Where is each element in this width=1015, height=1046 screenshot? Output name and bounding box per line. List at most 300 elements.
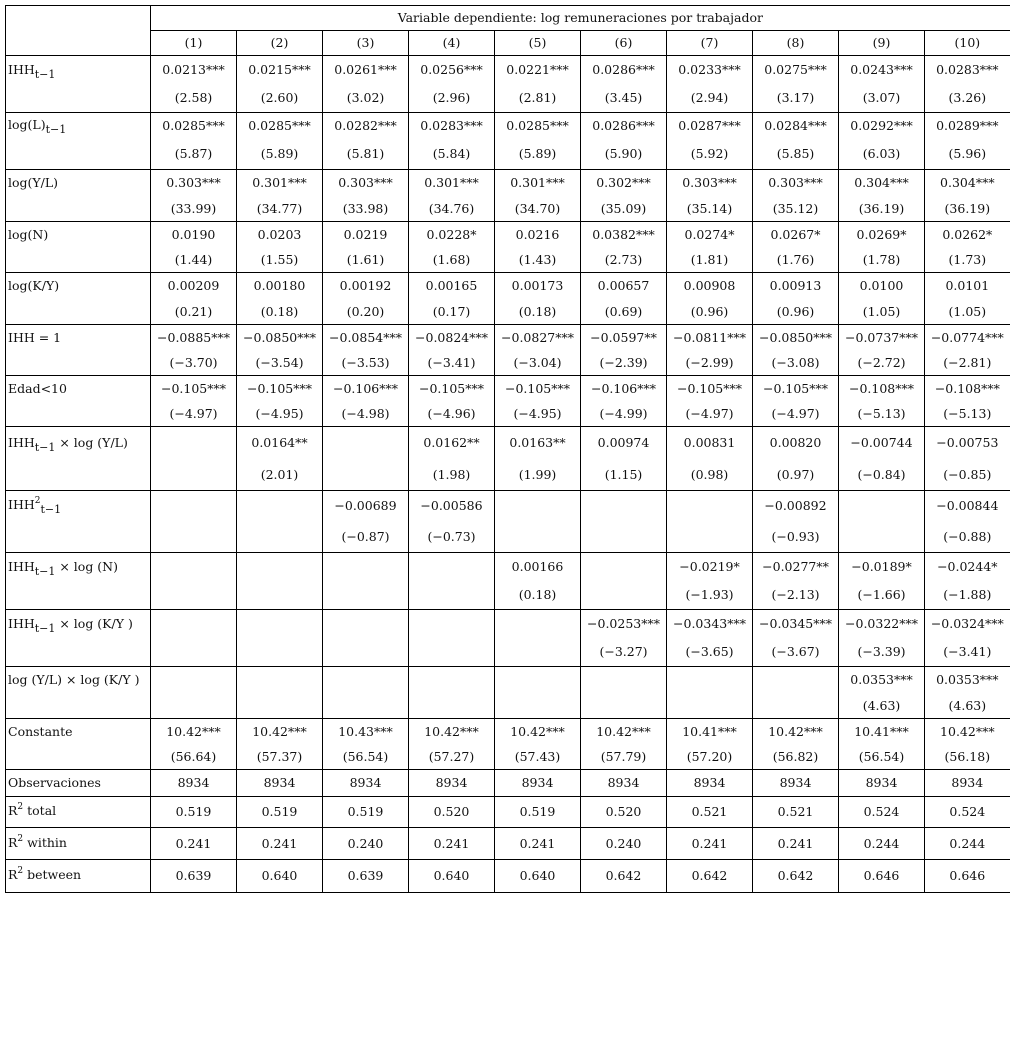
t-stat-cell: [151, 459, 237, 491]
t-stat-row: [6, 196, 1010, 222]
row-label: [6, 56, 151, 85]
coefficient-cell: 0.303***: [151, 170, 237, 197]
t-stat-cell: (5.89): [237, 138, 323, 170]
stat-cell: 8934: [409, 770, 495, 797]
column-number: (4): [409, 31, 495, 56]
column-number: (9): [839, 31, 925, 56]
coefficient-cell: [237, 491, 323, 522]
column-number: (5): [495, 31, 581, 56]
label-text: IHH: [8, 61, 35, 77]
coefficient-row: [6, 273, 1010, 300]
coefficient-cell: 0.301***: [237, 170, 323, 197]
t-stat-row: [6, 693, 1010, 719]
coefficient-cell: 10.42***: [753, 719, 839, 745]
t-stat-cell: [495, 693, 581, 719]
t-stat-cell: [839, 521, 925, 553]
coefficient-cell: 10.41***: [667, 719, 753, 745]
t-stat-cell: (0.20): [323, 299, 409, 325]
coefficient-cell: −0.0343***: [667, 610, 753, 639]
t-stat-cell: (0.69): [581, 299, 667, 325]
superscript: 2: [17, 833, 24, 844]
superscript: 2: [34, 496, 41, 506]
t-stat-cell: (0.98): [667, 459, 753, 491]
t-stat-cell: (1.76): [753, 247, 839, 273]
t-stat-cell: (5.85): [753, 138, 839, 170]
coefficient-row: [6, 553, 1010, 582]
coefficient-cell: 0.0274*: [667, 222, 753, 248]
coefficient-row: [6, 610, 1010, 639]
t-stat-cell: (5.84): [409, 138, 495, 170]
stat-cell: 0.519: [151, 797, 237, 828]
column-number: (7): [667, 31, 753, 56]
column-number: (6): [581, 31, 667, 56]
coefficient-cell: [495, 667, 581, 694]
label-text: log (Y/L) × log (K/Y ): [8, 672, 140, 687]
column-number: (8): [753, 31, 839, 56]
coefficient-cell: −0.0253***: [581, 610, 667, 639]
row-label-empty: [6, 138, 151, 170]
coefficient-cell: 0.0269*: [839, 222, 925, 248]
row-label: [6, 273, 151, 300]
coefficient-cell: 0.0292***: [839, 113, 925, 139]
coefficient-cell: [237, 667, 323, 694]
t-stat-cell: (0.96): [753, 299, 839, 325]
t-stat-cell: (−3.54): [237, 350, 323, 376]
row-label-empty: [6, 638, 151, 667]
stat-cell: 0.639: [151, 860, 237, 893]
dependent-variable-title: Variable dependiente: log remuneraciones por trabajador: [151, 6, 1010, 31]
t-stat-cell: (3.07): [839, 84, 925, 113]
coefficient-cell: 0.0262*: [925, 222, 1010, 248]
label-text: IHH: [8, 497, 35, 512]
row-label-empty: [6, 247, 151, 273]
coefficient-cell: 0.301***: [495, 170, 581, 197]
coefficient-cell: [237, 553, 323, 582]
stat-cell: 0.240: [581, 828, 667, 860]
row-label: [6, 170, 151, 197]
t-stat-cell: (5.89): [495, 138, 581, 170]
t-stat-cell: (1.61): [323, 247, 409, 273]
coefficient-cell: [581, 491, 667, 522]
t-stat-cell: (4.63): [839, 693, 925, 719]
coefficient-cell: 0.0203: [237, 222, 323, 248]
coefficient-cell: −0.00844: [925, 491, 1010, 522]
stat-cell: 8934: [753, 770, 839, 797]
coefficient-row: [6, 427, 1010, 460]
coefficient-cell: 0.0243***: [839, 56, 925, 85]
label-text: log(K/Y): [8, 278, 60, 293]
t-stat-cell: (3.45): [581, 84, 667, 113]
t-stat-cell: (1.68): [409, 247, 495, 273]
stat-cell: 0.519: [237, 797, 323, 828]
stat-cell: 0.640: [409, 860, 495, 893]
coefficient-cell: 0.00165: [409, 273, 495, 300]
coefficient-cell: [667, 667, 753, 694]
coefficient-cell: [151, 667, 237, 694]
coefficient-cell: −0.106***: [323, 376, 409, 402]
t-stat-row: [6, 744, 1010, 770]
column-number: (10): [925, 31, 1010, 56]
coefficient-cell: 0.0382***: [581, 222, 667, 248]
coefficient-cell: [409, 667, 495, 694]
coefficient-cell: [409, 553, 495, 582]
coefficient-cell: −0.0774***: [925, 325, 1010, 351]
t-stat-cell: (57.20): [667, 744, 753, 770]
stat-cell: 8934: [151, 770, 237, 797]
t-stat-cell: (34.77): [237, 196, 323, 222]
coefficient-row: [6, 667, 1010, 694]
stat-cell: 0.646: [839, 860, 925, 893]
coefficient-cell: 0.00831: [667, 427, 753, 460]
t-stat-row: [6, 581, 1010, 610]
t-stat-cell: (−0.87): [323, 521, 409, 553]
coefficient-cell: 0.0282***: [323, 113, 409, 139]
stat-cell: 0.640: [495, 860, 581, 893]
t-stat-cell: (−1.66): [839, 581, 925, 610]
coefficient-row: [6, 491, 1010, 522]
coefficient-row: [6, 719, 1010, 745]
row-label: [6, 427, 151, 460]
t-stat-cell: (1.81): [667, 247, 753, 273]
coefficient-cell: −0.105***: [237, 376, 323, 402]
label-text: between: [23, 867, 82, 882]
coefficient-cell: 0.0285***: [237, 113, 323, 139]
coefficient-cell: 0.00974: [581, 427, 667, 460]
t-stat-cell: (1.55): [237, 247, 323, 273]
coefficient-cell: 0.304***: [839, 170, 925, 197]
t-stat-row: [6, 350, 1010, 376]
coefficient-cell: −0.0244*: [925, 553, 1010, 582]
coefficient-cell: 0.00173: [495, 273, 581, 300]
coefficient-cell: 0.302***: [581, 170, 667, 197]
coefficient-cell: [753, 667, 839, 694]
t-stat-cell: (3.26): [925, 84, 1010, 113]
t-stat-cell: (−2.99): [667, 350, 753, 376]
coefficient-cell: 0.00180: [237, 273, 323, 300]
row-label: [6, 376, 151, 402]
row-label: [6, 860, 151, 893]
t-stat-cell: [237, 638, 323, 667]
label-text: log(N): [8, 226, 49, 242]
t-stat-cell: (−4.99): [581, 401, 667, 427]
t-stat-cell: (−3.41): [409, 350, 495, 376]
coefficient-cell: 0.303***: [323, 170, 409, 197]
coefficient-cell: 0.0283***: [925, 56, 1010, 85]
coefficient-cell: 0.0285***: [151, 113, 237, 139]
label-text: IHH = 1: [8, 329, 62, 345]
coefficient-cell: −0.00744: [839, 427, 925, 460]
t-stat-cell: (2.58): [151, 84, 237, 113]
subscript: t−1: [34, 67, 56, 81]
coefficient-cell: −0.0345***: [753, 610, 839, 639]
coefficient-cell: −0.0737***: [839, 325, 925, 351]
coefficient-cell: 0.0215***: [237, 56, 323, 85]
label-text: × log (Y/L): [55, 434, 128, 450]
coefficient-cell: [237, 610, 323, 639]
coefficient-cell: [151, 553, 237, 582]
coefficient-cell: −0.105***: [151, 376, 237, 402]
coefficient-cell: −0.00753: [925, 427, 1010, 460]
stat-cell: 0.241: [409, 828, 495, 860]
coefficient-cell: [323, 427, 409, 460]
coefficient-cell: 0.0190: [151, 222, 237, 248]
coefficient-cell: 0.00209: [151, 273, 237, 300]
t-stat-cell: (−0.73): [409, 521, 495, 553]
t-stat-cell: (−3.67): [753, 638, 839, 667]
t-stat-cell: (1.15): [581, 459, 667, 491]
t-stat-cell: [581, 693, 667, 719]
column-number: (1): [151, 31, 237, 56]
coefficient-cell: −0.0219*: [667, 553, 753, 582]
label-text: R: [8, 834, 18, 850]
column-number-row: [6, 31, 1010, 56]
t-stat-cell: (2.96): [409, 84, 495, 113]
t-stat-cell: (1.44): [151, 247, 237, 273]
t-stat-cell: (56.54): [323, 744, 409, 770]
subscript: t−1: [40, 503, 62, 516]
coefficient-cell: 0.303***: [753, 170, 839, 197]
column-number: (2): [237, 31, 323, 56]
row-label: [6, 491, 151, 522]
coefficient-cell: 10.42***: [237, 719, 323, 745]
coefficient-cell: 0.0256***: [409, 56, 495, 85]
stat-cell: 0.642: [667, 860, 753, 893]
label-text: log(Y/L): [8, 175, 59, 190]
row-label-empty: [6, 401, 151, 427]
coefficient-cell: 0.0287***: [667, 113, 753, 139]
stat-cell: 8934: [495, 770, 581, 797]
t-stat-cell: (56.18): [925, 744, 1010, 770]
t-stat-cell: (−3.39): [839, 638, 925, 667]
stat-cell: 0.241: [495, 828, 581, 860]
coefficient-cell: 0.0228*: [409, 222, 495, 248]
coefficient-cell: 0.0162**: [409, 427, 495, 460]
coefficient-cell: −0.0850***: [237, 325, 323, 351]
coefficient-cell: 0.0353***: [925, 667, 1010, 694]
row-label-empty: [6, 350, 151, 376]
coefficient-cell: [581, 667, 667, 694]
label-text: × log (K/Y ): [55, 615, 133, 631]
coefficient-cell: 10.41***: [839, 719, 925, 745]
coefficient-cell: 0.00820: [753, 427, 839, 460]
coefficient-cell: 10.42***: [925, 719, 1010, 745]
label-text: within: [23, 834, 67, 850]
coefficient-cell: [151, 610, 237, 639]
t-stat-cell: (−5.13): [839, 401, 925, 427]
t-stat-cell: (35.09): [581, 196, 667, 222]
t-stat-cell: (3.02): [323, 84, 409, 113]
coefficient-cell: −0.00892: [753, 491, 839, 522]
t-stat-cell: [323, 581, 409, 610]
t-stat-cell: (0.96): [667, 299, 753, 325]
t-stat-cell: (34.76): [409, 196, 495, 222]
label-text: total: [23, 803, 57, 818]
coefficient-cell: −0.108***: [925, 376, 1010, 402]
t-stat-row: [6, 299, 1010, 325]
coefficient-cell: 0.00192: [323, 273, 409, 300]
stat-cell: 0.241: [667, 828, 753, 860]
coefficient-row: [6, 113, 1010, 139]
t-stat-cell: (5.87): [151, 138, 237, 170]
stat-cell: 0.524: [925, 797, 1010, 828]
t-stat-cell: [667, 693, 753, 719]
header-title-row: [6, 6, 1010, 31]
coefficient-cell: 0.00657: [581, 273, 667, 300]
t-stat-cell: (−4.97): [753, 401, 839, 427]
coefficient-cell: 0.301***: [409, 170, 495, 197]
coefficient-cell: [495, 610, 581, 639]
coefficient-cell: −0.105***: [495, 376, 581, 402]
stat-cell: 0.521: [667, 797, 753, 828]
t-stat-cell: (57.43): [495, 744, 581, 770]
label-text: Constante: [8, 723, 73, 739]
t-stat-cell: (−3.04): [495, 350, 581, 376]
t-stat-cell: (1.43): [495, 247, 581, 273]
t-stat-cell: [151, 638, 237, 667]
t-stat-cell: (2.01): [237, 459, 323, 491]
coefficient-cell: 0.0261***: [323, 56, 409, 85]
stat-cell: 0.640: [237, 860, 323, 893]
stat-cell: 0.642: [581, 860, 667, 893]
t-stat-cell: (35.14): [667, 196, 753, 222]
t-stat-row: [6, 459, 1010, 491]
t-stat-cell: (−3.08): [753, 350, 839, 376]
t-stat-cell: (−0.85): [925, 459, 1010, 491]
t-stat-cell: (1.05): [839, 299, 925, 325]
t-stat-cell: (56.64): [151, 744, 237, 770]
coefficient-cell: −0.0885***: [151, 325, 237, 351]
t-stat-cell: (0.18): [495, 581, 581, 610]
coefficient-cell: 10.42***: [581, 719, 667, 745]
row-label: [6, 719, 151, 745]
stat-cell: 0.519: [323, 797, 409, 828]
coefficient-cell: 0.0289***: [925, 113, 1010, 139]
coefficient-row: [6, 325, 1010, 351]
t-stat-cell: (33.98): [323, 196, 409, 222]
t-stat-cell: [323, 638, 409, 667]
stat-cell: 0.646: [925, 860, 1010, 893]
t-stat-cell: [409, 638, 495, 667]
t-stat-cell: (−4.97): [151, 401, 237, 427]
t-stat-cell: (1.73): [925, 247, 1010, 273]
coefficient-cell: 0.0216: [495, 222, 581, 248]
row-label-empty: [6, 744, 151, 770]
row-label-empty: [6, 459, 151, 491]
row-label: [6, 797, 151, 828]
t-stat-cell: (−2.81): [925, 350, 1010, 376]
t-stat-cell: [237, 693, 323, 719]
coefficient-cell: −0.0811***: [667, 325, 753, 351]
label-text: Observaciones: [8, 775, 101, 790]
coefficient-cell: 0.304***: [925, 170, 1010, 197]
subscript: t−1: [34, 564, 56, 578]
t-stat-cell: (−3.53): [323, 350, 409, 376]
t-stat-cell: [409, 693, 495, 719]
coefficient-cell: 0.0275***: [753, 56, 839, 85]
t-stat-row: [6, 138, 1010, 170]
t-stat-cell: (0.18): [237, 299, 323, 325]
coefficient-cell: 0.0164**: [237, 427, 323, 460]
coefficient-cell: 0.0353***: [839, 667, 925, 694]
row-label-empty: [6, 196, 151, 222]
t-stat-cell: (56.54): [839, 744, 925, 770]
t-stat-cell: [151, 693, 237, 719]
stat-row-r2-between: [6, 860, 1010, 893]
row-label-empty: [6, 581, 151, 610]
coefficient-cell: −0.106***: [581, 376, 667, 402]
label-text: R: [8, 803, 18, 818]
coefficient-cell: [323, 610, 409, 639]
t-stat-row: [6, 521, 1010, 553]
stat-cell: 0.241: [151, 828, 237, 860]
coefficient-cell: 0.0285***: [495, 113, 581, 139]
t-stat-cell: (−1.88): [925, 581, 1010, 610]
t-stat-cell: (−3.27): [581, 638, 667, 667]
stat-cell: 0.524: [839, 797, 925, 828]
coefficient-cell: 0.0101: [925, 273, 1010, 300]
t-stat-cell: (−0.93): [753, 521, 839, 553]
label-text: R: [8, 867, 18, 882]
t-stat-cell: (36.19): [925, 196, 1010, 222]
row-label-empty: [6, 521, 151, 553]
stat-row-r2-total: [6, 797, 1010, 828]
stat-cell: 8934: [839, 770, 925, 797]
t-stat-cell: [753, 693, 839, 719]
t-stat-cell: [237, 521, 323, 553]
t-stat-cell: (−0.88): [925, 521, 1010, 553]
t-stat-cell: (1.78): [839, 247, 925, 273]
t-stat-cell: [323, 693, 409, 719]
t-stat-cell: [581, 581, 667, 610]
t-stat-row: [6, 84, 1010, 113]
coefficient-row: [6, 170, 1010, 197]
label-text: IHH: [8, 434, 35, 450]
column-number: (3): [323, 31, 409, 56]
coefficient-cell: 10.42***: [409, 719, 495, 745]
coefficient-cell: 0.00913: [753, 273, 839, 300]
t-stat-cell: [495, 638, 581, 667]
row-label: [6, 828, 151, 860]
coefficient-cell: [839, 491, 925, 522]
stat-cell: 0.519: [495, 797, 581, 828]
stat-cell: 0.240: [323, 828, 409, 860]
t-stat-cell: (5.96): [925, 138, 1010, 170]
subscript: t−1: [45, 123, 67, 136]
row-label: [6, 222, 151, 248]
coefficient-cell: −0.0827***: [495, 325, 581, 351]
subscript: t−1: [34, 621, 56, 635]
coefficient-cell: −0.105***: [409, 376, 495, 402]
row-label-empty: [6, 693, 151, 719]
t-stat-cell: (0.17): [409, 299, 495, 325]
t-stat-cell: (−2.39): [581, 350, 667, 376]
t-stat-cell: (0.18): [495, 299, 581, 325]
t-stat-row: [6, 638, 1010, 667]
coefficient-row: [6, 56, 1010, 85]
t-stat-cell: (−5.13): [925, 401, 1010, 427]
stat-cell: 0.241: [753, 828, 839, 860]
coefficient-cell: −0.0824***: [409, 325, 495, 351]
t-stat-cell: [323, 459, 409, 491]
t-stat-cell: (5.90): [581, 138, 667, 170]
coefficient-cell: 0.0283***: [409, 113, 495, 139]
coefficient-row: [6, 376, 1010, 402]
t-stat-cell: (34.70): [495, 196, 581, 222]
t-stat-cell: (2.73): [581, 247, 667, 273]
stat-cell: 0.244: [839, 828, 925, 860]
row-label: [6, 553, 151, 582]
coefficient-cell: 0.0233***: [667, 56, 753, 85]
